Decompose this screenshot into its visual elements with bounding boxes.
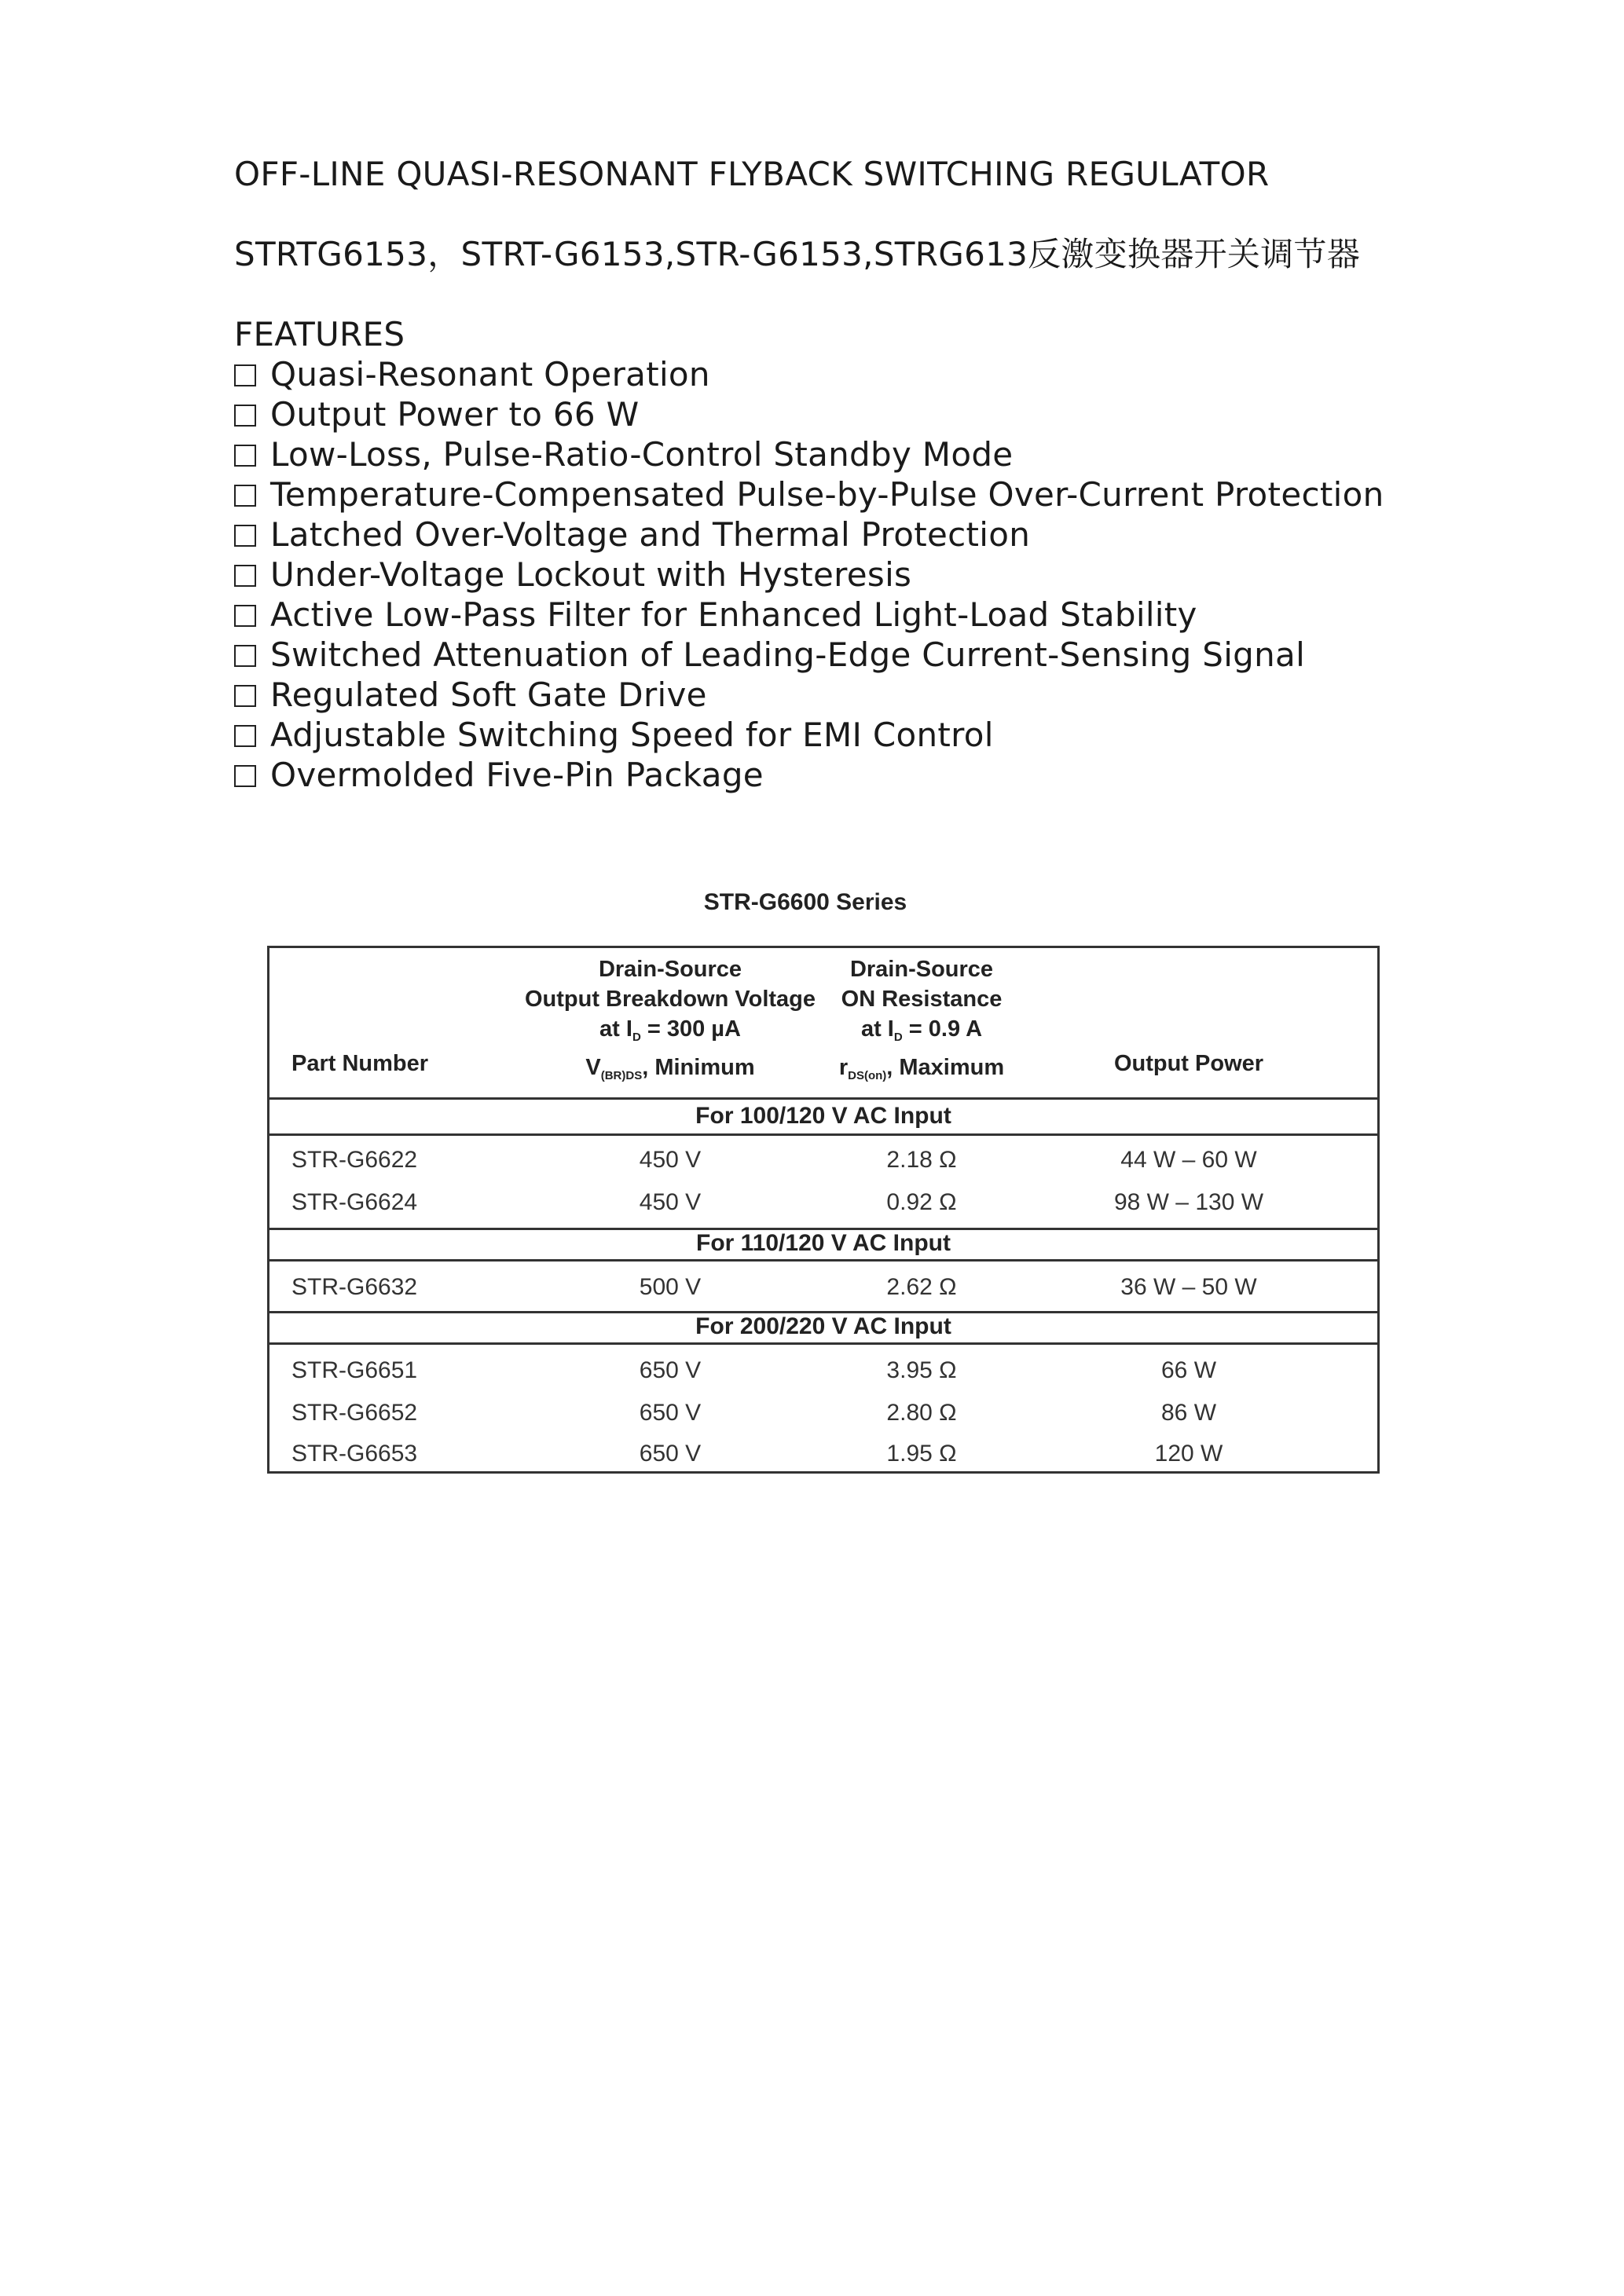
feature-text: Latched Over-Voltage and Thermal Protection	[270, 515, 1031, 554]
header-voltage-line2: Output Breakdown Voltage	[524, 987, 816, 1012]
cell-power: 44 W – 60 W	[1120, 1147, 1257, 1173]
feature-item	[234, 635, 1570, 675]
header-voltage	[482, 954, 859, 1091]
header-output-power: Output Power	[1113, 1051, 1264, 1076]
checkbox-icon	[234, 605, 256, 627]
feature-item	[234, 595, 1570, 635]
header-resistance-line4: $r_{DS(on)}$, Maximum	[838, 1055, 1005, 1082]
feature-item	[234, 675, 1570, 715]
feature-item	[234, 755, 1570, 795]
cell-power: 120 W	[1154, 1441, 1223, 1467]
header-voltage-line3: at $I_D = 300$ µA	[599, 1016, 741, 1044]
feature-text: Temperature-Compensated Pulse-by-Pulse Over-Current Protection	[270, 475, 1384, 514]
features-list	[234, 354, 1570, 795]
feature-text: Adjustable Switching Speed for EMI Control	[270, 716, 994, 754]
cell-voltage: 450 V	[639, 1189, 702, 1215]
header-resistance-line1: Drain-Source	[849, 957, 994, 982]
cell-resistance: 3.95 Ω	[886, 1357, 957, 1383]
feature-item	[234, 434, 1570, 474]
cell-resistance: 2.18 Ω	[886, 1147, 957, 1173]
cell-resistance: 2.62 Ω	[886, 1274, 957, 1300]
cell-part: STR-G6651	[291, 1357, 418, 1383]
feature-text: Under-Voltage Lockout with Hysteresis	[270, 555, 912, 594]
cell-resistance: 0.92 Ω	[886, 1189, 957, 1215]
feature-item	[234, 354, 1570, 394]
feature-text: Overmolded Five-Pin Package	[270, 756, 764, 794]
features-heading: FEATURES	[234, 315, 405, 353]
cell-voltage: 450 V	[639, 1147, 702, 1173]
cell-part: STR-G6624	[291, 1189, 418, 1215]
feature-text: Low-Loss, Pulse-Ratio-Control Standby Mode	[270, 435, 1014, 474]
checkbox-icon	[234, 485, 256, 507]
feature-item	[234, 514, 1570, 555]
header-resistance-line3: at $I_D = 0.9$ A	[860, 1016, 983, 1044]
feature-item	[234, 474, 1570, 514]
header-resistance	[819, 954, 1024, 1091]
checkbox-icon	[234, 405, 256, 427]
spec-table	[267, 946, 1380, 1474]
checkbox-icon	[234, 725, 256, 747]
document-body	[234, 154, 1570, 795]
table-divider	[267, 1342, 1380, 1345]
cell-power: 86 W	[1160, 1400, 1217, 1426]
part-numbers-line: STRTG6153，STRT-G6153,STR-G6153,STRG613反激变换器开关调节器	[234, 235, 1361, 273]
feature-text: Quasi-Resonant Operation	[270, 355, 710, 394]
cell-part: STR-G6653	[291, 1441, 418, 1467]
feature-item	[234, 715, 1570, 755]
feature-text: Regulated Soft Gate Drive	[270, 676, 707, 714]
checkbox-icon	[234, 445, 256, 467]
header-part-number: Part Number	[291, 1051, 429, 1076]
table-divider	[267, 1259, 1380, 1262]
section-label-200-220: For 200/220 V AC Input	[695, 1313, 951, 1339]
feature-item	[234, 555, 1570, 595]
feature-text: Output Power to 66 W	[270, 395, 640, 434]
section-label-110-120: For 110/120 V AC Input	[696, 1230, 951, 1256]
cell-resistance: 2.80 Ω	[886, 1400, 957, 1426]
checkbox-icon	[234, 685, 256, 707]
checkbox-icon	[234, 645, 256, 667]
checkbox-icon	[234, 765, 256, 787]
header-resistance-line2: ON Resistance	[841, 987, 1003, 1012]
cell-power: 66 W	[1160, 1357, 1217, 1383]
checkbox-icon	[234, 525, 256, 547]
cell-voltage: 650 V	[639, 1441, 702, 1467]
header-voltage-line4: $V_{(BR)DS}$, Minimum	[585, 1055, 755, 1082]
cell-part: STR-G6632	[291, 1274, 418, 1300]
cell-voltage: 650 V	[639, 1400, 702, 1426]
cell-voltage: 650 V	[639, 1357, 702, 1383]
cell-part: STR-G6622	[291, 1147, 418, 1173]
checkbox-icon	[234, 565, 256, 587]
feature-text: Active Low-Pass Filter for Enhanced Light-Load Stability	[270, 595, 1197, 634]
section-label-100-120: For 100/120 V AC Input	[695, 1103, 951, 1129]
feature-item	[234, 394, 1570, 434]
feature-text: Switched Attenuation of Leading-Edge Current-Sensing Signal	[270, 635, 1306, 674]
header-voltage-line1: Drain-Source	[598, 957, 742, 982]
table-divider	[267, 1097, 1380, 1100]
cell-power: 36 W – 50 W	[1120, 1274, 1257, 1300]
cell-part: STR-G6652	[291, 1400, 418, 1426]
checkbox-icon	[234, 364, 256, 386]
cell-power: 98 W – 130 W	[1113, 1189, 1264, 1215]
table-divider	[267, 1133, 1380, 1136]
cell-resistance: 1.95 Ω	[886, 1441, 957, 1467]
cell-voltage: 500 V	[639, 1274, 702, 1300]
table-title: STR-G6600 Series	[703, 889, 907, 915]
document-title: OFF-LINE QUASI-RESONANT FLYBACK SWITCHING REGULATOR	[234, 155, 1270, 193]
